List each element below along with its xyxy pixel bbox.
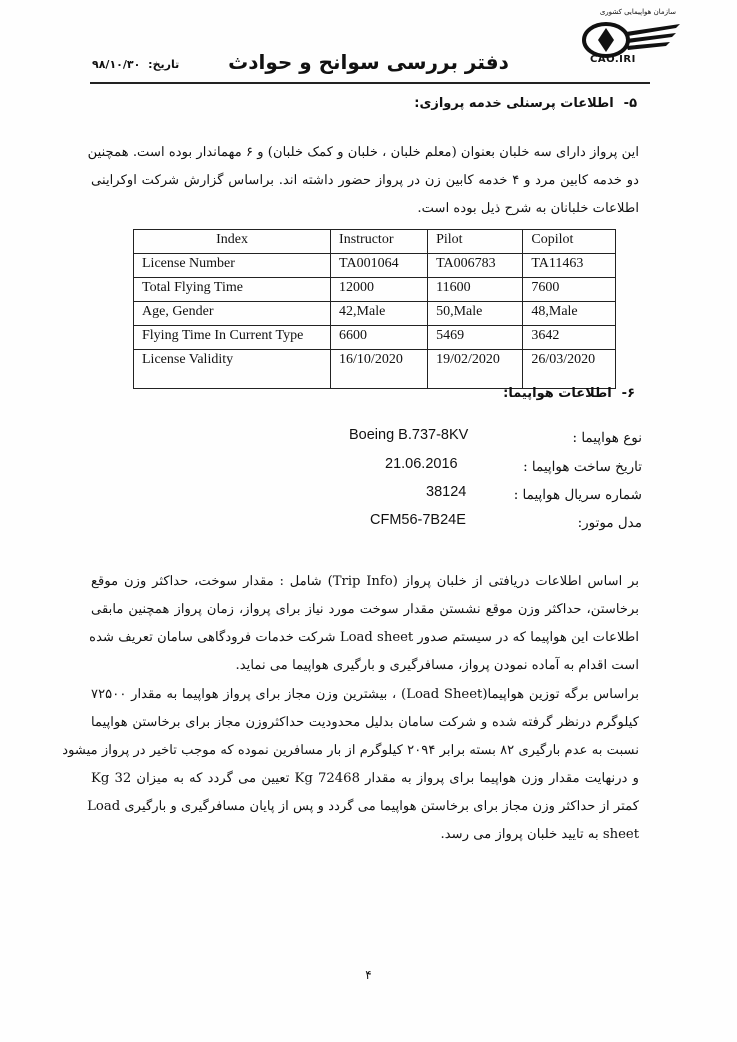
table-row — [134, 278, 616, 302]
table-cell: 19/02/2020 — [428, 350, 523, 389]
page-title: دفتر بررسی سوانح و حوادث — [228, 50, 509, 74]
paragraph-line: برخاستن، حداکثر وزن موقع نشستن مقدار سوخت مورد نیاز برای پرواز، زمان پرواز همچنین مابقی — [91, 602, 639, 617]
table-header-row — [134, 230, 616, 254]
table-row — [134, 350, 616, 389]
crew-table — [133, 229, 616, 389]
load-sheet-paragraph — [62, 681, 639, 849]
organization-logo — [576, 8, 686, 80]
table-cell: 5469 — [428, 326, 523, 350]
table-row — [134, 302, 616, 326]
table-row — [134, 326, 616, 350]
column-header: Copilot — [523, 230, 616, 254]
table-cell: TA11463 — [523, 254, 616, 278]
table-cell: 6600 — [331, 326, 428, 350]
section-5-heading — [414, 96, 637, 111]
engine-model-label: مدل موتور: — [577, 515, 642, 531]
logo-text: CAO.IRI — [590, 54, 636, 65]
engine-model-value: CFM56-7B24E — [370, 512, 466, 528]
paragraph-line: کیلوگرم درنظر گرفته شده و شرکت سامان بدلیل محدودیت حداکثروزن مجاز برای برخاستن هواپیما — [91, 715, 639, 730]
section-5-paragraph — [87, 139, 639, 223]
paragraph-line: این پرواز دارای سه خلبان بعنوان (معلم خلبان ، خلبان و کمک خلبان) و ۶ مهماندار بوده است. همچنین — [87, 145, 639, 160]
table-cell: 7600 — [523, 278, 616, 302]
table-cell: 16/10/2020 — [331, 350, 428, 389]
table-cell: Age, Gender — [134, 302, 331, 326]
paragraph-line: بر اساس اطلاعات دریافتی از خلبان پرواز (Trip Info) شامل : مقدار سوخت، حداکثر وزن موقع — [91, 574, 639, 589]
aircraft-type-label: نوع هواپیما : — [572, 430, 642, 446]
section-5-number: ۵- — [623, 96, 637, 111]
manufacture-date-value: 21.06.2016 — [385, 456, 458, 472]
paragraph-line: اطلاعات خلبانان به شرح ذیل بوده است. — [417, 201, 639, 216]
section-6-number: ۶- — [621, 386, 635, 401]
section-6-title: اطلاعات هواپیما: — [503, 386, 612, 401]
wings-logo-icon — [576, 14, 686, 74]
paragraph-line: اطلاعات این هواپیما که در سیستم صدور Load sheet شرکت خدمات فرودگاهی سامان تعریف شده — [89, 630, 639, 645]
table-cell: License Validity — [134, 350, 331, 389]
paragraph-line: دو خدمه کابین مرد و ۴ خدمه کابین زن در پرواز حضور داشته اند. براساس گزارش شرکت اوکراینی — [91, 173, 639, 188]
paragraph-line: sheet به تایید خلبان پرواز می رسد. — [440, 827, 639, 842]
table-cell: 26/03/2020 — [523, 350, 616, 389]
table-cell: Flying Time In Current Type — [134, 326, 331, 350]
trip-info-paragraph — [91, 568, 639, 680]
table-cell: TA001064 — [331, 254, 428, 278]
paragraph-line: براساس برگه توزین هواپیما(Load Sheet) ، بیشترین وزن مجاز برای پرواز هواپیما به مقدار ۷۲۵۰۰ — [91, 687, 639, 702]
table-cell: 42,Male — [331, 302, 428, 326]
table-cell: 50,Male — [428, 302, 523, 326]
column-header: Instructor — [331, 230, 428, 254]
table-cell: 3642 — [523, 326, 616, 350]
aircraft-type-value: Boeing B.737-8KV — [349, 427, 469, 443]
table-cell: 11600 — [428, 278, 523, 302]
paragraph-line: است اقدام به آماده نمودن پرواز، مسافرگیری و بارگیری هواپیما می نماید. — [235, 658, 639, 673]
date-value: ۹۸/۱۰/۳۰ — [92, 58, 141, 71]
section-5-title: اطلاعات پرسنلی خدمه پروازی: — [414, 96, 614, 111]
serial-number-value: 38124 — [426, 484, 467, 500]
header-divider — [90, 82, 650, 84]
paragraph-line: کمتر از حداکثر وزن مجاز برای برخاستن هواپیما می گردد و پس از پایان مسافرگیری و بارگیری Load — [87, 799, 639, 814]
organization-name: سازمان هواپیمایی کشوری — [599, 8, 676, 16]
paragraph-line: نسبت به عدم بارگیری ۸۲ بسته برابر ۲۰۹۴ کیلوگرم از بار مسافرین نموده که موجب تاخیر در پرواز میشود — [62, 743, 639, 758]
column-header: Index — [134, 230, 331, 254]
manufacture-date-label: تاریخ ساخت هواپیما : — [523, 459, 642, 475]
section-6-heading — [503, 386, 635, 401]
table-cell: TA006783 — [428, 254, 523, 278]
column-header: Pilot — [428, 230, 523, 254]
table-cell: 12000 — [331, 278, 428, 302]
table-cell: 48,Male — [523, 302, 616, 326]
table-cell: Total Flying Time — [134, 278, 331, 302]
serial-number-label: شماره سریال هواپیما : — [513, 487, 642, 503]
paragraph-line: و درنهایت مقدار وزن هواپیما برای پرواز به مقدار 72468 Kg تعیین می گردد که به میزان 32 Kg — [91, 771, 639, 786]
table-cell: License Number — [134, 254, 331, 278]
date-label: تاریخ: — [148, 58, 180, 71]
table-row — [134, 254, 616, 278]
page-number: ۴ — [365, 968, 372, 982]
